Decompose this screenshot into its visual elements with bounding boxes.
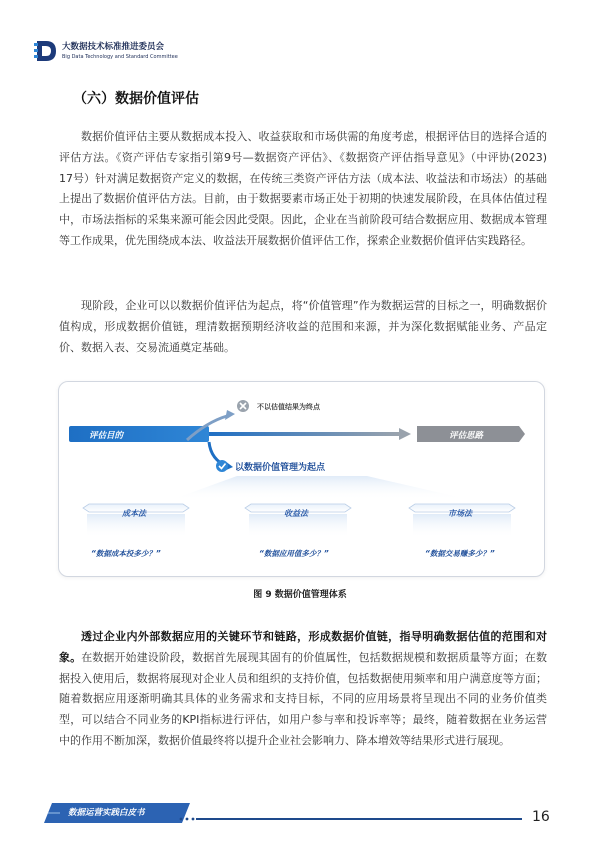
label-question-market: “数据交易赚多少？” <box>425 549 495 558</box>
label-end: 评估思路 <box>449 431 484 441</box>
paragraph-lead: 透过企业内外部数据应用的关键环节和链路，形成数据价值链，指导明确数据估值的范围和对象。 <box>59 630 547 664</box>
rising-arrowhead <box>225 410 235 420</box>
paragraph-current-stage <box>59 296 547 358</box>
org-name-en: Big Data Technology and Standard Committee <box>62 54 178 60</box>
paragraph-text: 数据价值评估主要从数据成本投入、收益获取和市场供需的角度考虑，根据评估目的选择合适的评估方法。《资产评估专家指引第9号—数据资产评估》、《数据资产评估指导意见》（中评协(2023) 17号）针对满足数据资产定义的数据，在传统三类资产评估方法（成本法、收益法和市场法）的基础上提出了数据价值评估方法。目前，由于数据要素市场正处于初期的快速发展阶段，在具体估值过程中，市场法指标的采集来源可能会因此受限。因此，企业在当前阶段可结合数据应用、数据成本管理等工作成果，优先围绕成本法、收益法开展数据价值评估工作，探索企业数据价值评估实践路径。 <box>59 130 547 247</box>
header-title-group <box>62 42 178 61</box>
big-data-committee-logo <box>34 38 58 64</box>
footer-title: 数据运营实践白皮书 <box>68 808 145 818</box>
footer-line <box>196 818 522 820</box>
paragraph-text: 现阶段，企业可以以数据价值评估为起点，将“价值管理”作为数据运营的目标之一，明确数据价值构成，形成数据价值链，理清数据预期经济收益的范围和来源，并为深化数据赋能业务、产品定价、数据入表、交易流通奠定基础。 <box>59 299 547 354</box>
label-management-start: 以数据价值管理为起点 <box>235 463 326 473</box>
section-title: （六）数据价值评估 <box>73 91 199 107</box>
paragraph-valuation-methods <box>59 127 547 252</box>
check-circle-icon <box>216 460 228 472</box>
footer-divider-dots <box>178 814 198 822</box>
page-number: 16 <box>532 809 550 825</box>
paragraph-value-chain <box>59 627 547 752</box>
label-method-income: 收益法 <box>284 509 308 518</box>
label-question-cost: “数据成本投多少？” <box>91 549 161 558</box>
value-management-diagram <box>58 381 545 577</box>
label-method-cost: 成本法 <box>122 509 146 518</box>
org-name: 大数据技术标准推进委员会 <box>62 42 165 52</box>
light-rays <box>171 476 471 500</box>
flow-arrowhead <box>399 428 411 440</box>
label-method-market: 市场法 <box>448 509 472 518</box>
label-start: 评估目的 <box>89 431 124 441</box>
figure-caption: 图 9 数据价值管理体系 <box>253 590 347 600</box>
label-question-income: “数据应用值多少？” <box>259 549 329 558</box>
label-not-endpoint: 不以估值结果为终点 <box>257 403 320 411</box>
paragraph-text: 在数据开始建设阶段，数据首先展现其固有的价值属性，包括数据规模和数据质量等方面；在数据投入使用后，数据将展现对企业人员和组织的支持价值，包括数据使用频率和用户满意度等方面；随着数据应用逐渐明确其具体的业务需求和支持目标，不同的应用场景将呈现出不同的业务价值类型，可以结合不同业务的KPI指标进行评估，如用户参与率和投诉率等；最终，随着数据在业务运营中的作用不断加深，数据价值最终将以提升企业社会影响力、降本增效等结果形式进行展现。 <box>59 650 547 747</box>
flow-line <box>209 432 399 436</box>
